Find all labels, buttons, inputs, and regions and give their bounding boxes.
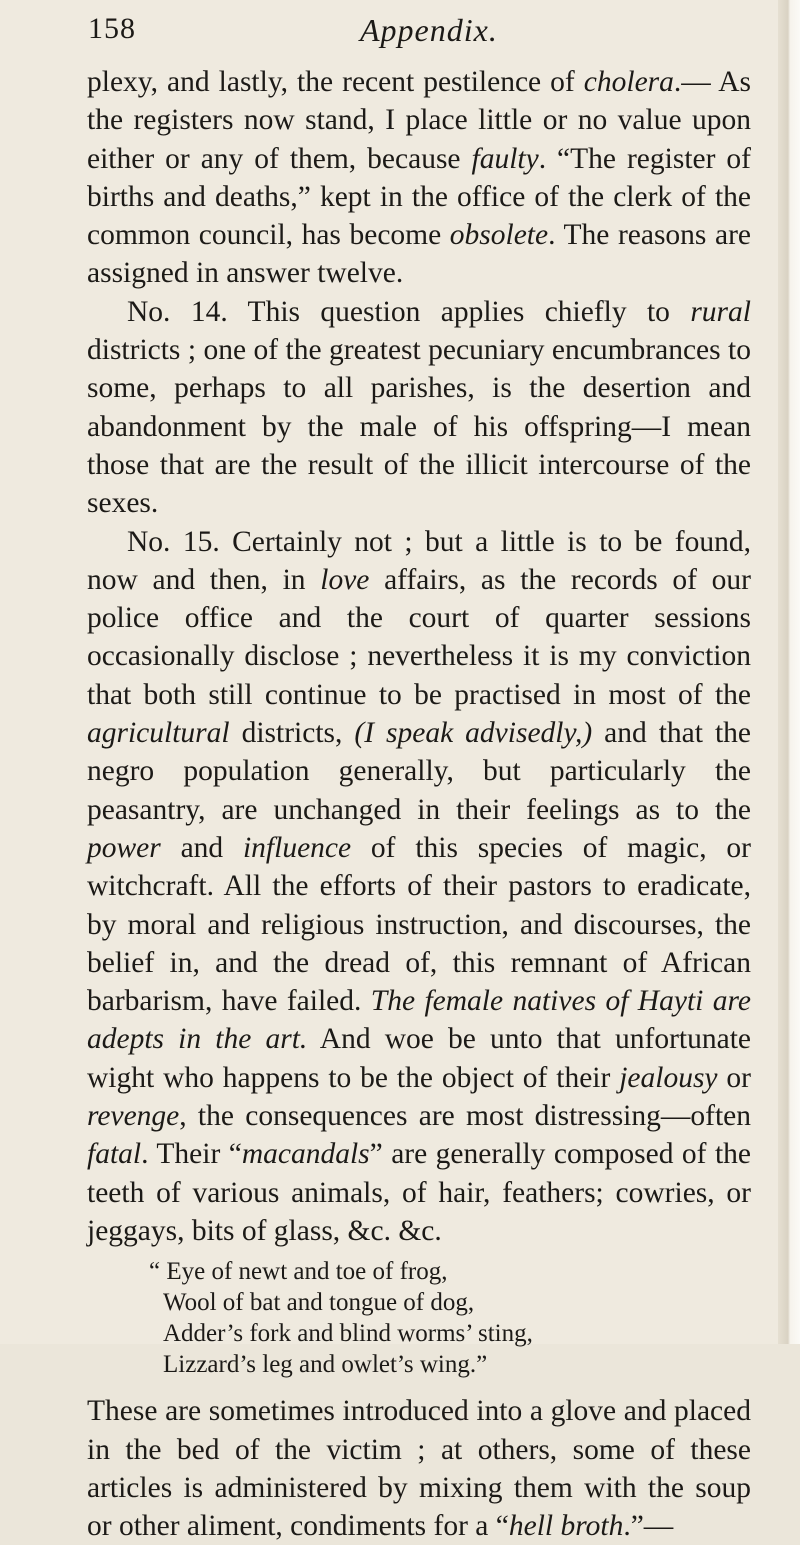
italic-run: agricultural xyxy=(87,717,230,750)
text-run: or xyxy=(717,1061,751,1094)
verse-quotation xyxy=(87,1256,751,1380)
page-edge xyxy=(778,0,800,1344)
paragraph-glove xyxy=(87,1392,751,1545)
italic-run: influence xyxy=(242,831,352,864)
page-number: 158 xyxy=(88,12,136,45)
text-run: plexy, and lastly, the recent pestilence of xyxy=(87,66,584,98)
italic-run: cholera xyxy=(583,66,674,98)
text-run: These are sometimes introduced into a glove and placed in the bed of the victim ; at others, some of these articles is administered by mixing them with the soup or other aliment, condiments for a “ xyxy=(87,1395,751,1543)
paragraph-no-14 xyxy=(87,293,751,523)
italic-run: The female natives of Hayti are adepts in the art. xyxy=(87,985,751,1056)
text-run: and xyxy=(160,831,243,864)
italic-run: (I speak advisedly,) xyxy=(354,717,593,750)
italic-run: power xyxy=(87,831,161,864)
italic-run: rural xyxy=(690,295,751,328)
running-head: Appendix. xyxy=(360,12,498,48)
verse-line: “ Eye of newt and toe of frog, xyxy=(149,1258,448,1286)
italic-run: faulty xyxy=(471,142,539,175)
text-run: of this species of magic, or witchcraft. All the efforts of their pastors to eradicate, by moral and religious instruction, and discourses, the belief in, and the dread of, this remnant of African barbarism, have failed. xyxy=(87,831,751,1018)
italic-run: macandals xyxy=(241,1138,370,1171)
page-body xyxy=(87,63,751,1545)
text-run: . “The register of births and deaths,” kept in the office of the clerk of the common council, has become xyxy=(87,142,751,252)
text-run: districts, xyxy=(229,717,355,750)
verse-line: Adder’s fork and blind worms’ sting, xyxy=(163,1320,533,1348)
italic-run: revenge xyxy=(87,1100,180,1133)
paragraph-cholera xyxy=(87,63,751,293)
text-run: affairs, as the records of our police office and the court of quarter sessions occasionally disclose ; nevertheless it is my conviction that both still continue to be practised in most of the xyxy=(87,563,751,711)
text-run: .— As the registers now stand, I place little or no value upon either or any of them, because xyxy=(87,66,751,175)
italic-run: fatal xyxy=(87,1138,142,1171)
text-run: .”— xyxy=(623,1510,674,1543)
text-run: . Their “ xyxy=(141,1138,242,1171)
italic-run: love xyxy=(320,563,370,596)
italic-run: obsolete xyxy=(449,219,549,252)
text-run: And woe be unto that unfortunate wight who happens to be the object of their xyxy=(87,1023,751,1094)
verse-line: Lizzard’s leg and owlet’s wing.” xyxy=(163,1351,488,1379)
text-run: No. 14. This question applies chiefly to xyxy=(127,295,691,328)
text-run: . The reasons are assigned in answer twelve. xyxy=(87,219,751,290)
text-run: No. 15. Certainly not ; but a little is to be found, now and then, in xyxy=(87,525,751,596)
text-run: ” are generally composed of the teeth of various animals, of hair, feathers; cowries, or jeggays, bits of glass, &c. &c. xyxy=(87,1138,751,1247)
italic-run: hell broth xyxy=(508,1510,624,1543)
paragraph-no-15 xyxy=(87,523,751,1251)
verse-line: Wool of bat and tongue of dog, xyxy=(163,1289,475,1317)
italic-run: jealousy xyxy=(619,1061,718,1094)
page-header xyxy=(88,12,748,52)
text-run: districts ; one of the greatest pecuniary encumbrances to some, perhaps to all parishes, is the desertion and abandonment by the male of his offspring—I mean those that are the result of the illicit intercourse of the sexes. xyxy=(87,334,751,520)
text-run: , the consequences are most distressing—often xyxy=(179,1100,751,1133)
text-run: and that the negro population generally, but particularly the peasantry, are unchanged in their feelings as to the xyxy=(87,717,751,826)
